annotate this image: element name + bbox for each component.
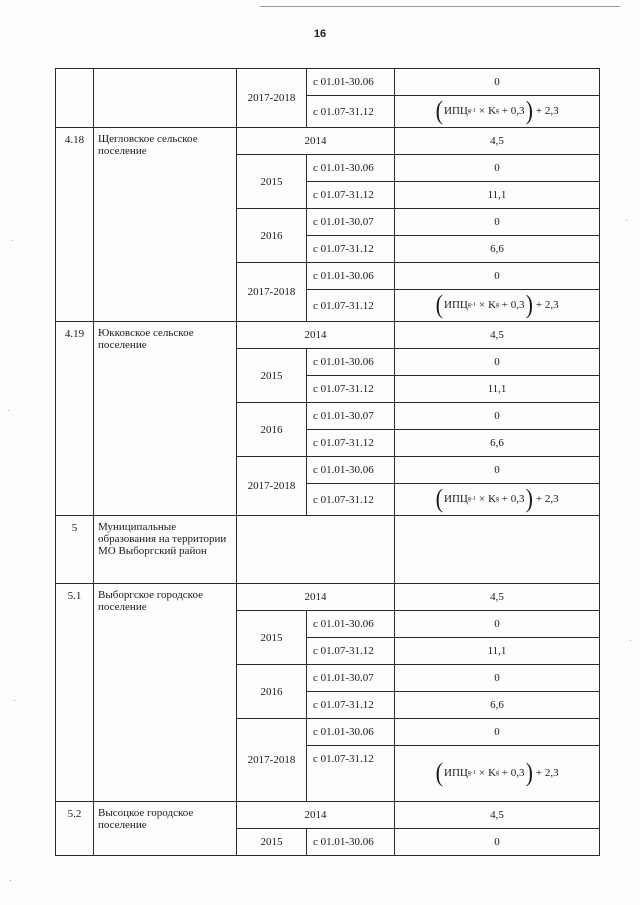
formula-k-sub: g bbox=[496, 108, 500, 114]
year-cell: 2017-2018 bbox=[237, 457, 307, 516]
period-cell: с 01.01-30.07 bbox=[307, 209, 395, 236]
period-cell: с 01.07-31.12 bbox=[307, 376, 395, 403]
period-cell: с 01.01-30.06 bbox=[307, 457, 395, 484]
year-cell: 2014 bbox=[237, 128, 395, 155]
table-row bbox=[56, 69, 600, 96]
indexation-formula bbox=[435, 290, 559, 319]
year-cell: 2014 bbox=[237, 802, 395, 829]
period-cell: с 01.07-31.12 bbox=[307, 484, 395, 516]
value-cell: 0 bbox=[395, 69, 600, 96]
period-cell: с 01.01-30.06 bbox=[307, 829, 395, 856]
table-row bbox=[56, 322, 600, 349]
value-cell: 0 bbox=[395, 665, 600, 692]
value-cell: 11,1 bbox=[395, 376, 600, 403]
table-row bbox=[56, 584, 600, 611]
formula-ipc: ИПЦ bbox=[444, 493, 468, 505]
formula-cell bbox=[395, 96, 600, 128]
value-cell: 0 bbox=[395, 457, 600, 484]
formula-plus-const: + 0,3 bbox=[501, 767, 525, 779]
table-row bbox=[56, 128, 600, 155]
formula-ipc-sub: g-1 bbox=[467, 770, 476, 776]
year-cell: 2016 bbox=[237, 665, 307, 719]
formula-cell bbox=[395, 290, 600, 322]
value-cell: 6,6 bbox=[395, 236, 600, 263]
period-cell: с 01.01-30.06 bbox=[307, 719, 395, 746]
value-cell: 0 bbox=[395, 719, 600, 746]
formula-k-sub: g bbox=[496, 496, 500, 502]
period-cell: с 01.01-30.07 bbox=[307, 665, 395, 692]
settlement-name: Выборгское городское поселение bbox=[94, 584, 237, 802]
empty-cell bbox=[237, 516, 395, 584]
formula-close-paren: ) bbox=[525, 290, 533, 319]
formula-close-paren: ) bbox=[525, 96, 533, 125]
value-cell: 4,5 bbox=[395, 584, 600, 611]
row-number: 5 bbox=[56, 516, 94, 584]
year-cell: 2017-2018 bbox=[237, 263, 307, 322]
year-cell: 2014 bbox=[237, 584, 395, 611]
year-cell: 2016 bbox=[237, 209, 307, 263]
formula-k: K bbox=[488, 299, 497, 311]
period-cell: с 01.01-30.06 bbox=[307, 349, 395, 376]
period-cell: с 01.07-31.12 bbox=[307, 290, 395, 322]
value-cell: 6,6 bbox=[395, 430, 600, 457]
year-cell: 2015 bbox=[237, 155, 307, 209]
scan-speck bbox=[10, 880, 11, 881]
page-number: 16 bbox=[313, 28, 327, 40]
scan-edge-line bbox=[260, 6, 620, 7]
year-cell: 2017-2018 bbox=[237, 719, 307, 802]
scan-speck bbox=[14, 700, 15, 701]
value-cell: 4,5 bbox=[395, 322, 600, 349]
scan-speck bbox=[12, 240, 13, 241]
formula-times: × bbox=[478, 105, 486, 117]
formula-plus-const: + 0,3 bbox=[501, 299, 525, 311]
formula-open-paren: ( bbox=[435, 758, 444, 787]
empty-cell bbox=[395, 516, 600, 584]
value-cell: 0 bbox=[395, 611, 600, 638]
formula-ipc: ИПЦ bbox=[444, 767, 468, 779]
formula-k: K bbox=[488, 493, 497, 505]
year-cell: 2016 bbox=[237, 403, 307, 457]
formula-close-paren: ) bbox=[525, 758, 533, 787]
indexation-formula bbox=[435, 96, 559, 125]
period-cell: с 01.01-30.06 bbox=[307, 69, 395, 96]
formula-k: K bbox=[488, 767, 497, 779]
period-cell: с 01.01-30.06 bbox=[307, 263, 395, 290]
section-name: Муниципальные образования на территории МО Выборгский район bbox=[94, 516, 237, 584]
formula-cell bbox=[395, 746, 600, 802]
formula-k-sub: g bbox=[496, 770, 500, 776]
value-cell: 6,6 bbox=[395, 692, 600, 719]
formula-tail: + 2,3 bbox=[535, 105, 559, 117]
row-number: 4.18 bbox=[56, 128, 94, 322]
formula-k: K bbox=[488, 105, 497, 117]
row-number: 4.19 bbox=[56, 322, 94, 516]
formula-open-paren: ( bbox=[435, 96, 444, 125]
formula-plus-const: + 0,3 bbox=[501, 493, 525, 505]
table-row bbox=[56, 802, 600, 829]
tariff-table bbox=[55, 68, 600, 856]
formula-ipc: ИПЦ bbox=[444, 105, 468, 117]
settlement-name: Высоцкое городское поселение bbox=[94, 802, 237, 856]
period-cell: с 01.07-31.12 bbox=[307, 638, 395, 665]
formula-cell bbox=[395, 484, 600, 516]
formula-times: × bbox=[478, 299, 486, 311]
indexation-formula bbox=[435, 758, 559, 787]
formula-tail: + 2,3 bbox=[535, 299, 559, 311]
period-cell: с 01.07-31.12 bbox=[307, 746, 395, 802]
formula-ipc-sub: g-1 bbox=[467, 108, 476, 114]
value-cell: 0 bbox=[395, 155, 600, 182]
scan-speck bbox=[626, 220, 627, 221]
row-number-cell bbox=[56, 69, 94, 128]
period-cell: с 01.07-31.12 bbox=[307, 182, 395, 209]
value-cell: 0 bbox=[395, 349, 600, 376]
value-cell: 4,5 bbox=[395, 128, 600, 155]
formula-ipc: ИПЦ bbox=[444, 299, 468, 311]
row-number: 5.2 bbox=[56, 802, 94, 856]
indexation-formula bbox=[435, 484, 559, 513]
formula-ipc-sub: g-1 bbox=[467, 496, 476, 502]
period-cell: с 01.07-31.12 bbox=[307, 430, 395, 457]
formula-ipc-sub: g-1 bbox=[467, 302, 476, 308]
settlement-name-cell bbox=[94, 69, 237, 128]
formula-plus-const: + 0,3 bbox=[501, 105, 525, 117]
year-cell: 2015 bbox=[237, 349, 307, 403]
period-cell: с 01.01-30.07 bbox=[307, 403, 395, 430]
formula-times: × bbox=[478, 767, 486, 779]
period-cell: с 01.07-31.12 bbox=[307, 236, 395, 263]
value-cell: 0 bbox=[395, 403, 600, 430]
row-number: 5.1 bbox=[56, 584, 94, 802]
settlement-name: Щегловское сельское поселение bbox=[94, 128, 237, 322]
period-cell: с 01.07-31.12 bbox=[307, 692, 395, 719]
year-cell: 2015 bbox=[237, 611, 307, 665]
period-cell: с 01.01-30.06 bbox=[307, 611, 395, 638]
value-cell: 11,1 bbox=[395, 182, 600, 209]
formula-tail: + 2,3 bbox=[535, 767, 559, 779]
scan-speck bbox=[8, 410, 9, 411]
period-cell: с 01.01-30.06 bbox=[307, 155, 395, 182]
value-cell: 4,5 bbox=[395, 802, 600, 829]
scan-speck bbox=[630, 640, 631, 641]
year-cell: 2015 bbox=[237, 829, 307, 856]
formula-k-sub: g bbox=[496, 302, 500, 308]
value-cell: 0 bbox=[395, 209, 600, 236]
formula-tail: + 2,3 bbox=[535, 493, 559, 505]
table-row bbox=[56, 516, 600, 584]
value-cell: 0 bbox=[395, 829, 600, 856]
period-cell: с 01.07-31.12 bbox=[307, 96, 395, 128]
value-cell: 0 bbox=[395, 263, 600, 290]
settlement-name: Юкковское сельское поселение bbox=[94, 322, 237, 516]
formula-close-paren: ) bbox=[525, 484, 533, 513]
year-cell: 2017-2018 bbox=[237, 69, 307, 128]
year-cell: 2014 bbox=[237, 322, 395, 349]
formula-open-paren: ( bbox=[435, 290, 444, 319]
value-cell: 11,1 bbox=[395, 638, 600, 665]
formula-open-paren: ( bbox=[435, 484, 444, 513]
formula-times: × bbox=[478, 493, 486, 505]
